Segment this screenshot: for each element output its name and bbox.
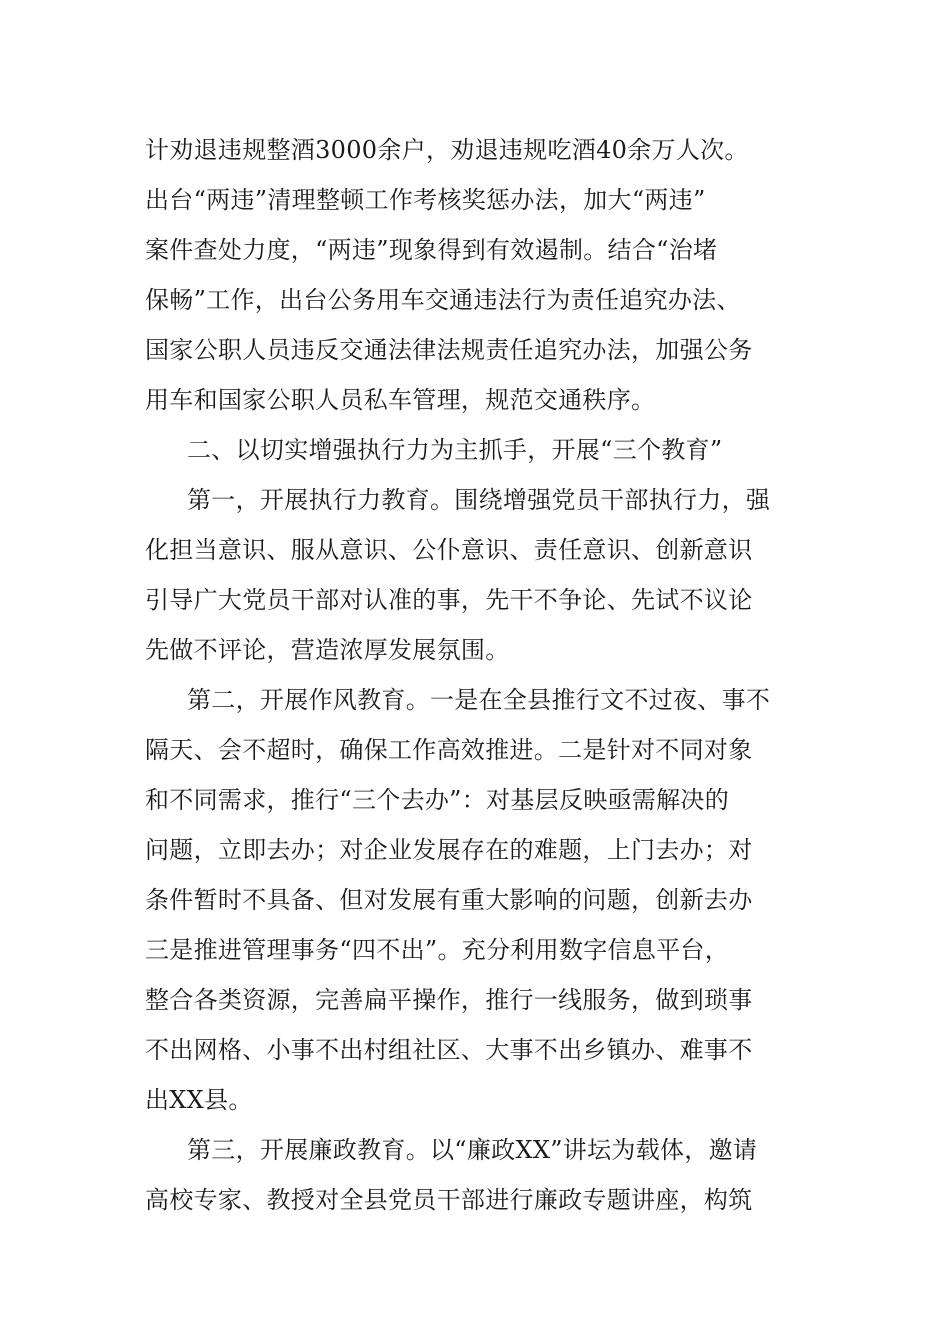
text-line-5: 国家公职人员违反交通法律法规责任追究办法，加强公务	[145, 336, 753, 364]
text-line-17: 三是推进管理事务“四不出”。充分利用数字信息平台，	[145, 936, 730, 964]
text-line-11: 先做不评论，营造浓厚发展氛围。	[145, 636, 510, 664]
text-line-10: 引导广大党员干部对认准的事，先干不争论、先试不议论	[145, 586, 753, 614]
text-line-6: 用车和国家公职人员私车管理，规范交通秩序。	[145, 386, 656, 414]
text-line-9: 化担当意识、服从意识、公仆意识、责任意识、创新意识	[145, 536, 753, 564]
text-line-13: 隔天、会不超时，确保工作高效推进。二是针对不同对象	[145, 736, 753, 764]
text-line-1: 计劝退违规整酒3000余户，劝退违规吃酒40余万人次。	[145, 136, 749, 164]
text-line-2: 出台“两违”清理整顿工作考核奖惩办法，加大“两违”	[145, 186, 706, 214]
text-line-19: 不出网格、小事不出村组社区、大事不出乡镇办、难事不	[145, 1036, 753, 1064]
text-line-22: 高校专家、教授对全县党员干部进行廉政专题讲座，构筑	[145, 1186, 753, 1214]
text-line-14: 和不同需求，推行“三个去办”：对基层反映亟需解决的	[145, 786, 730, 814]
section-heading-2: 二、以切实增强执行力为主抓手，开展“三个教育”	[187, 436, 723, 464]
text-line-3: 案件查处力度，“两违”现象得到有效遏制。结合“治堵	[145, 236, 718, 264]
text-line-15: 问题，立即去办；对企业发展存在的难题，上门去办；对	[145, 836, 753, 864]
text-line-20: 出XX县。	[145, 1086, 253, 1114]
text-line-4: 保畅”工作，出台公务用车交通违法行为责任追究办法、	[145, 286, 741, 314]
text-line-12: 第二，开展作风教育。一是在全县推行文不过夜、事不	[187, 686, 771, 714]
text-line-21: 第三，开展廉政教育。以“廉政XX”讲坛为载体，邀请	[187, 1136, 758, 1164]
text-line-16: 条件暂时不具备、但对发展有重大影响的问题，创新去办	[145, 886, 753, 914]
text-line-8: 第一，开展执行力教育。围绕增强党员干部执行力，强	[187, 486, 771, 514]
text-line-18: 整合各类资源，完善扁平操作，推行一线服务，做到琐事	[145, 986, 753, 1014]
